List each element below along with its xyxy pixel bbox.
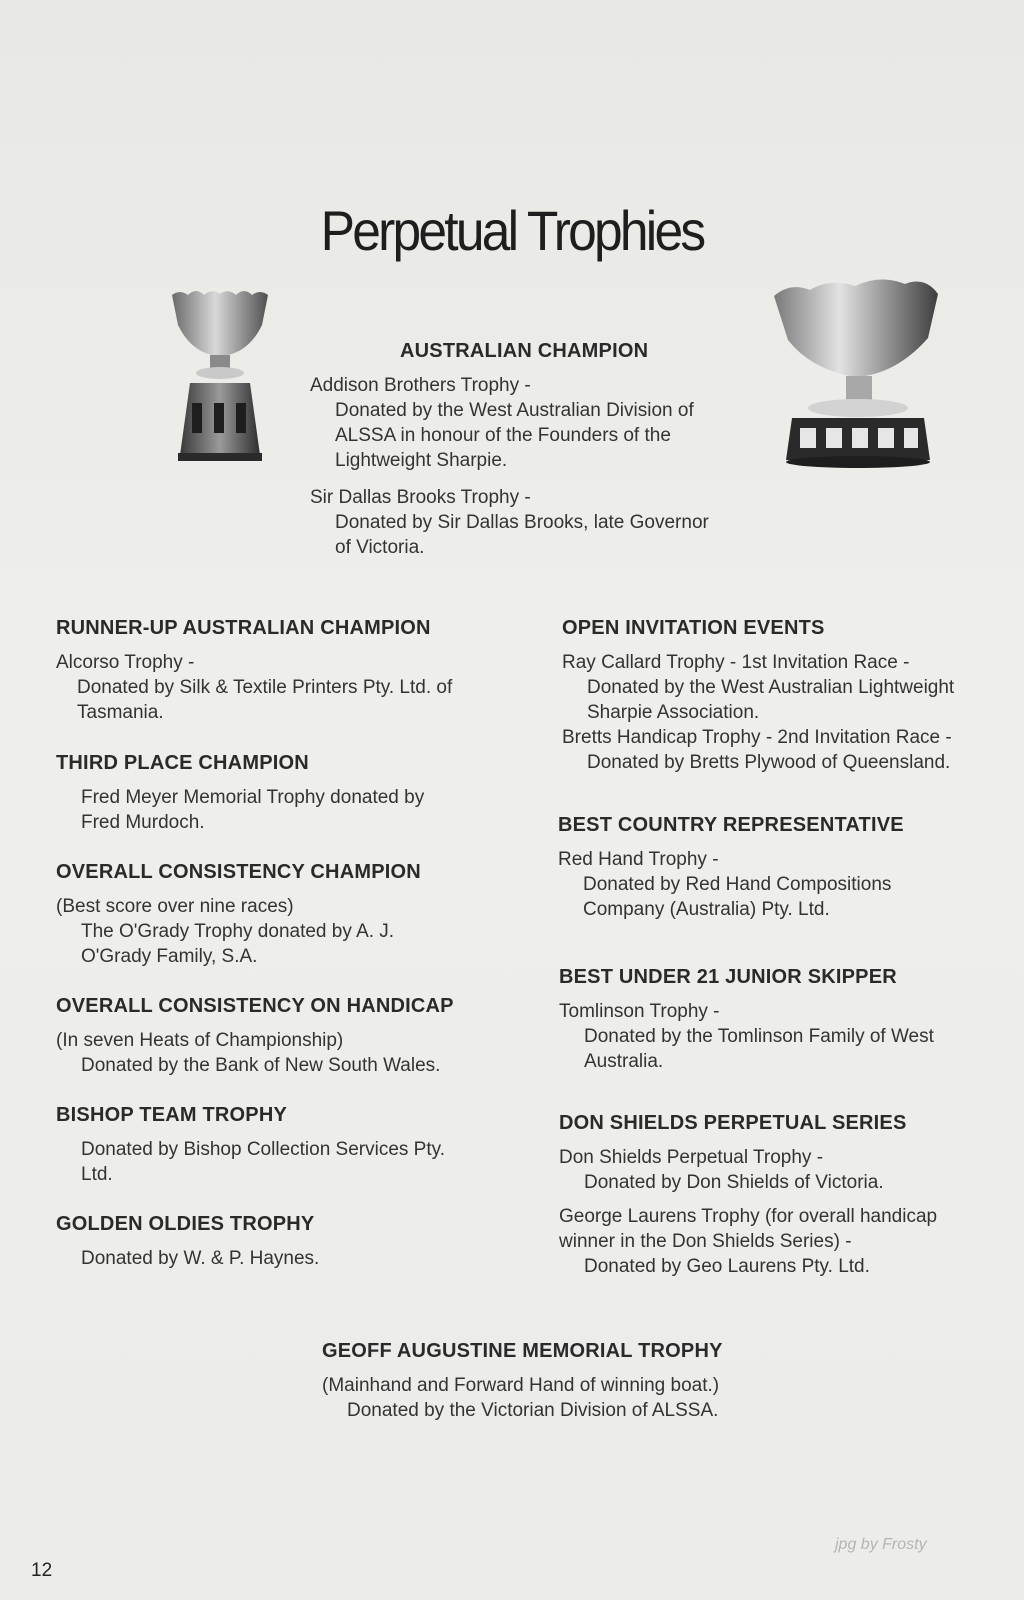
trophy-detail: Australia.: [584, 1051, 664, 1072]
trophy-detail: Ltd.: [81, 1164, 113, 1185]
trophy-detail: Lightweight Sharpie.: [335, 450, 508, 471]
trophy-name: Tomlinson Trophy -: [559, 1001, 720, 1022]
trophy-name: Bretts Handicap Trophy - 2nd Invitation Race -: [562, 727, 952, 748]
trophy-detail: of Victoria.: [335, 537, 425, 558]
best-junior-section: [559, 966, 1009, 1074]
trophy-note: (Best score over nine races): [56, 896, 294, 917]
overall-consistency-section: [56, 861, 506, 969]
section-heading: BEST COUNTRY REPRESENTATIVE: [558, 814, 904, 836]
bishop-team-section: [56, 1104, 506, 1187]
trophy-detail: Donated by the Bank of New South Wales.: [81, 1055, 441, 1076]
page-number: 12: [31, 1560, 53, 1581]
trophy-detail: ALSSA in honour of the Founders of the: [335, 425, 671, 446]
trophy-detail: Donated by Red Hand Compositions: [583, 874, 892, 895]
trophy-detail: Donated by Bretts Plywood of Queensland.: [587, 752, 951, 773]
section-heading: RUNNER-UP AUSTRALIAN CHAMPION: [56, 617, 431, 639]
section-heading: OVERALL CONSISTENCY CHAMPION: [56, 861, 421, 883]
trophy-detail: Donated by W. & P. Haynes.: [81, 1248, 320, 1269]
open-invitation-section: [562, 617, 1012, 775]
trophy-detail: Sharpie Association.: [587, 702, 760, 723]
trophy-name: Alcorso Trophy -: [56, 652, 195, 673]
runner-up-section: [56, 617, 506, 725]
consistency-handicap-section: [56, 995, 506, 1078]
trophy-name: winner in the Don Shields Series) -: [559, 1231, 852, 1252]
section-heading: GEOFF AUGUSTINE MEMORIAL TROPHY: [322, 1340, 723, 1362]
trophy-name: Don Shields Perpetual Trophy -: [559, 1147, 824, 1168]
trophy-name: Sir Dallas Brooks Trophy -: [310, 487, 531, 508]
trophy-detail: Donated by Sir Dallas Brooks, late Governor: [335, 512, 709, 533]
don-shields-section: [559, 1112, 1009, 1279]
section-heading: OPEN INVITATION EVENTS: [562, 617, 825, 639]
image-credit: jpg by Frosty: [835, 1536, 927, 1553]
trophy-detail: Donated by the Tomlinson Family of West: [584, 1026, 934, 1047]
third-place-section: [56, 752, 506, 835]
page-title: Perpetual Trophies: [320, 199, 704, 262]
trophy-detail: Donated by Geo Laurens Pty. Ltd.: [584, 1256, 870, 1277]
trophy-detail: Company (Australia) Pty. Ltd.: [583, 899, 830, 920]
section-heading: GOLDEN OLDIES TROPHY: [56, 1213, 315, 1235]
trophy-detail: Fred Meyer Memorial Trophy donated by: [81, 787, 425, 808]
trophy-detail: Tasmania.: [77, 702, 164, 723]
trophy-detail: Donated by Don Shields of Victoria.: [584, 1172, 884, 1193]
best-country-section: [558, 814, 1008, 922]
trophy-detail: Donated by the West Australian Division of: [335, 400, 694, 421]
section-heading: BEST UNDER 21 JUNIOR SKIPPER: [559, 966, 897, 988]
trophy-name: Addison Brothers Trophy -: [310, 375, 531, 396]
trophy-name: George Laurens Trophy (for overall handicap: [559, 1206, 938, 1227]
trophy-detail: Donated by Silk & Textile Printers Pty. Ltd. of: [77, 677, 453, 698]
trophy-name: Red Hand Trophy -: [558, 849, 719, 870]
section-heading: AUSTRALIAN CHAMPION: [400, 340, 649, 362]
trophy-name: Ray Callard Trophy - 1st Invitation Race -: [562, 652, 910, 673]
trophy-detail: The O'Grady Trophy donated by A. J.: [81, 921, 395, 942]
trophy-cup-icon: [170, 285, 270, 470]
trophy-detail: Donated by the West Australian Lightweight: [587, 677, 955, 698]
section-heading: OVERALL CONSISTENCY ON HANDICAP: [56, 995, 454, 1017]
trophy-detail: Donated by Bishop Collection Services Pty.: [81, 1139, 445, 1160]
golden-oldies-section: [56, 1213, 506, 1271]
trophy-bowl-icon: [770, 268, 945, 478]
trophy-detail: O'Grady Family, S.A.: [81, 946, 258, 967]
trophy-note: (Mainhand and Forward Hand of winning boat.): [322, 1375, 720, 1396]
section-heading: THIRD PLACE CHAMPION: [56, 752, 309, 774]
trophy-detail: Donated by the Victorian Division of ALSSA.: [347, 1400, 719, 1421]
geoff-augustine-section: [322, 1340, 822, 1423]
section-heading: DON SHIELDS PERPETUAL SERIES: [559, 1112, 907, 1134]
trophy-detail: Fred Murdoch.: [81, 812, 205, 833]
trophy-note: (In seven Heats of Championship): [56, 1030, 344, 1051]
section-heading: BISHOP TEAM TROPHY: [56, 1104, 288, 1126]
australian-champion-section: [310, 340, 770, 560]
